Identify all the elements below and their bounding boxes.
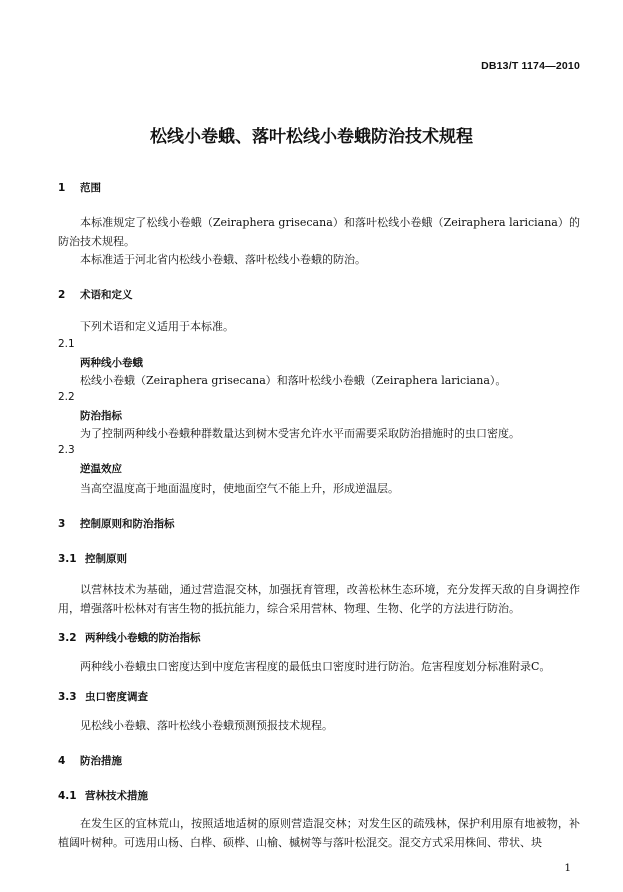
section-1-paragraph-1: 本标准规定了松线小卷蛾（Zeiraphera grisecana）和落叶松线小卷蛾（Zeiraphera lariciana）的防治技术规程。 (58, 216, 580, 248)
subsection-title: 营林技术措施 (85, 790, 148, 802)
term-name: 逆温效应 (80, 463, 122, 475)
document-title: 松线小卷蛾、落叶松线小卷蛾防治技术规程 (150, 127, 473, 147)
section-number: 1 (58, 182, 66, 194)
section-title: 防治措施 (80, 755, 122, 767)
section-3-heading (58, 516, 175, 531)
section-title: 术语和定义 (80, 289, 133, 301)
subsection-3-3-heading (58, 689, 148, 704)
subsection-3-2-text: 两种线小卷蛾虫口密度达到中度危害程度的最低虫口密度时进行防治。危害程度划分标准附录C。 (80, 660, 551, 673)
subsection-4-1-text: 在发生区的宜林荒山，按照适地适树的原则营造混交林；对发生区的疏残林，保护利用原有地被物，补植阔叶树种。可选用山杨、白桦、硕桦、山榆、槭树等与落叶松混交。混交方式采用株间、带状、块 (58, 817, 580, 849)
document-code: DB13/T 1174—2010 (481, 60, 580, 72)
section-2-intro: 下列术语和定义适用于本标准。 (80, 320, 234, 333)
subsection-3-3-text: 见松线小卷蛾、落叶松线小卷蛾预测预报技术规程。 (80, 719, 333, 732)
section-1-paragraph-2: 本标准适于河北省内松线小卷蛾、落叶松线小卷蛾的防治。 (80, 253, 366, 266)
term-definition: 松线小卷蛾（Zeiraphera grisecana）和落叶松线小卷蛾（Zeiraphera lariciana）。 (80, 374, 507, 387)
term-name: 两种线小卷蛾 (80, 357, 143, 369)
term-number: 2.1 (58, 338, 75, 350)
subsection-number: 3.2 (58, 632, 77, 644)
subsection-title: 两种线小卷蛾的防治指标 (85, 632, 201, 644)
section-title: 控制原则和防治指标 (80, 518, 175, 530)
section-4-heading (58, 753, 122, 768)
subsection-title: 控制原则 (85, 553, 127, 565)
page-number: 1 (564, 862, 571, 874)
section-number: 3 (58, 518, 66, 530)
section-2-heading (58, 287, 133, 302)
term-name: 防治指标 (80, 410, 122, 422)
subsection-number: 3.1 (58, 553, 77, 565)
subsection-title: 虫口密度调查 (85, 691, 148, 703)
subsection-3-2-heading (58, 630, 201, 645)
subsection-number: 3.3 (58, 691, 77, 703)
subsection-3-1-text: 以营林技术为基础，通过营造混交林，加强抚育管理，改善松林生态环境，充分发挥天敌的自身调控作用，增强落叶松林对有害生物的抵抗能力，综合采用营林、物理、生物、化学的方法进行防治。 (58, 583, 580, 615)
section-1-heading (58, 180, 101, 195)
subsection-4-1-heading (58, 788, 148, 803)
term-definition: 当高空温度高于地面温度时，使地面空气不能上升，形成逆温层。 (80, 482, 399, 495)
subsection-3-1-heading (58, 551, 127, 566)
subsection-number: 4.1 (58, 790, 77, 802)
term-number: 2.3 (58, 444, 75, 456)
section-number: 2 (58, 289, 66, 301)
section-title: 范围 (80, 182, 101, 194)
term-definition: 为了控制两种线小卷蛾种群数量达到树木受害允许水平而需要采取防治措施时的虫口密度。 (80, 427, 520, 440)
section-number: 4 (58, 755, 66, 767)
term-number: 2.2 (58, 391, 75, 403)
